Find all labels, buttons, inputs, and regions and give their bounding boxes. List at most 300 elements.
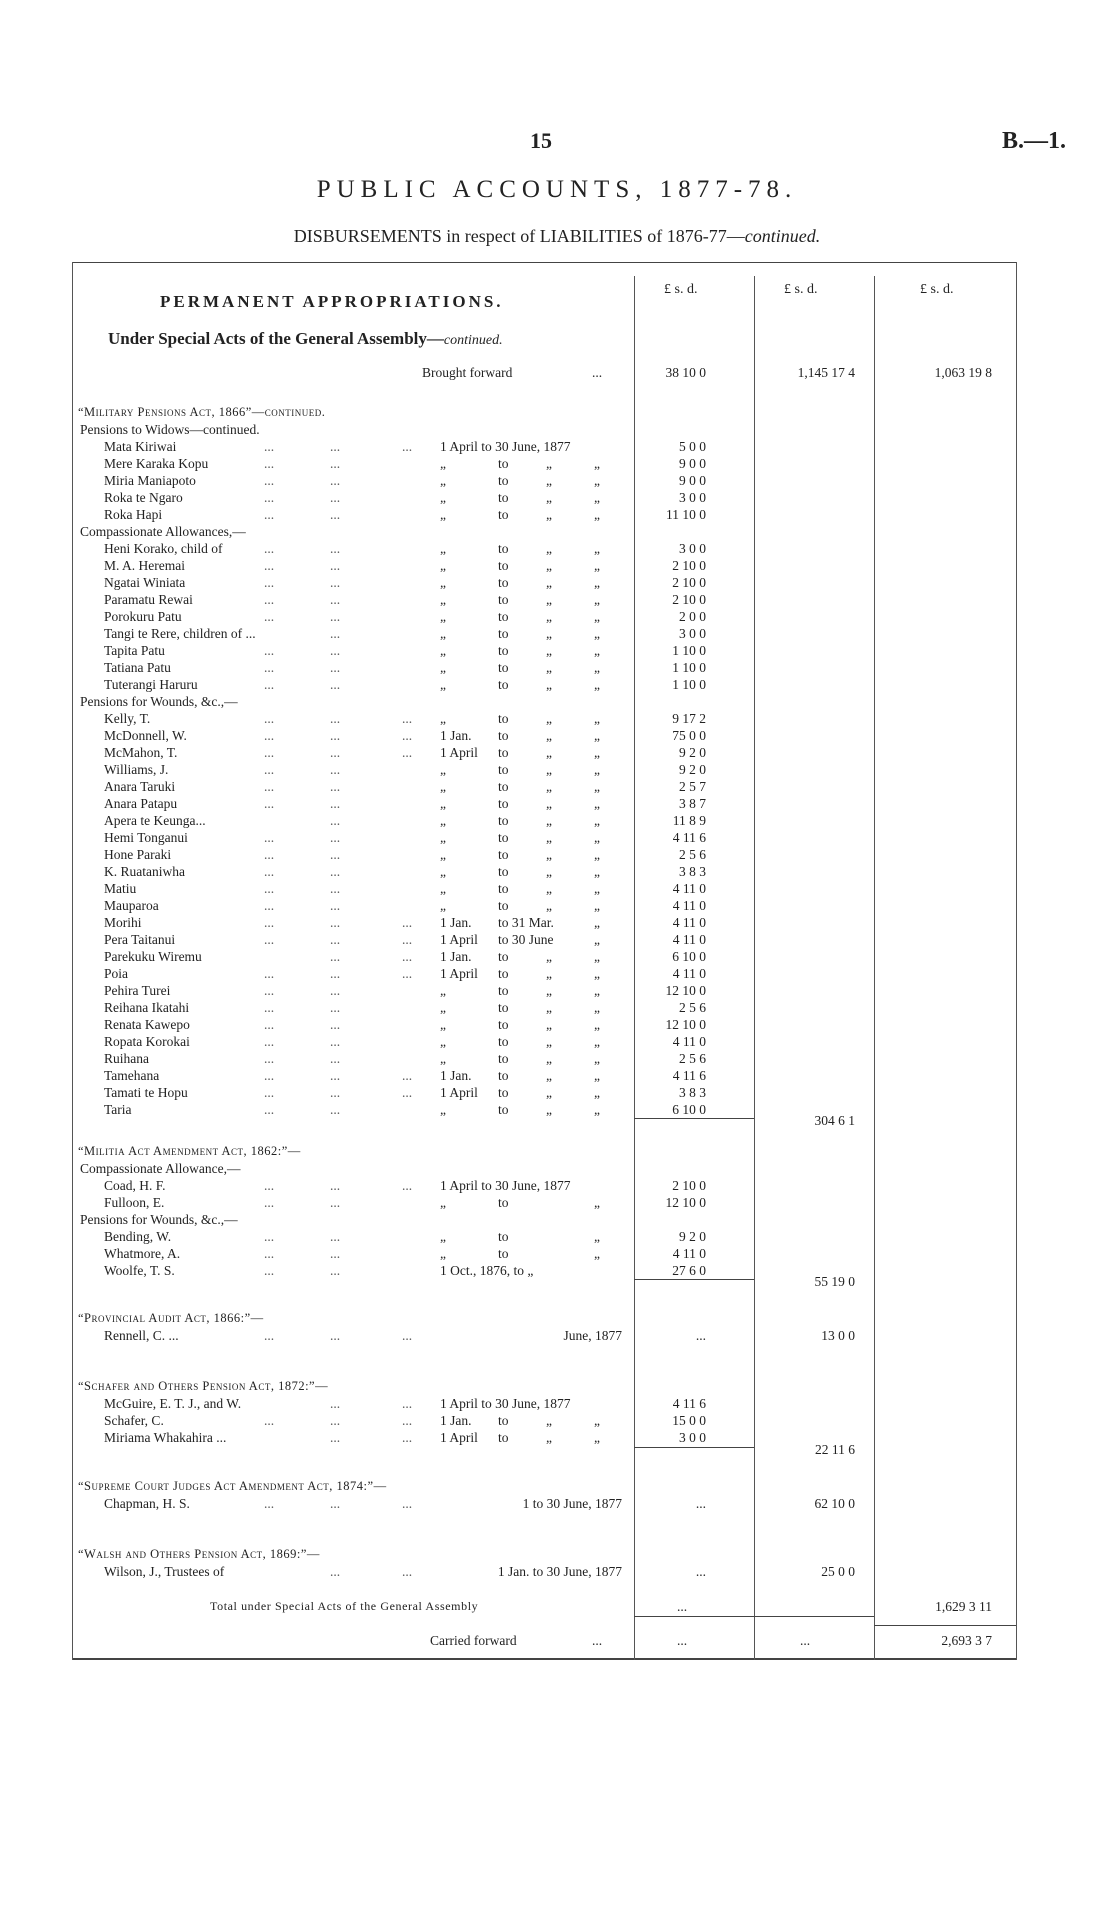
leader-dots: ... xyxy=(330,660,341,675)
pensioner-name: Bending, W. xyxy=(104,1229,172,1244)
leader-dots: ... xyxy=(264,1413,275,1428)
pensioner-name: Tuterangi Haruru xyxy=(104,677,198,692)
leader-dots: ... xyxy=(330,1430,341,1445)
act-heading-row xyxy=(0,1378,1114,1395)
amount: 6 10 0 xyxy=(672,949,706,964)
pension-row xyxy=(0,608,1114,625)
brought-forward-label: Brought forward xyxy=(422,365,513,380)
column-header-3: £ s. d. xyxy=(920,282,954,297)
period-start: „ xyxy=(440,1195,446,1210)
pension-row xyxy=(0,948,1114,965)
total-row xyxy=(0,1598,1114,1615)
amount: 11 8 9 xyxy=(672,813,706,828)
leader-dots: ... xyxy=(330,1102,341,1117)
leader-dots: ... xyxy=(264,1085,275,1100)
ditto-mark: „ xyxy=(594,966,600,981)
period-start: „ xyxy=(440,541,446,556)
leader-dots: ... xyxy=(330,439,341,454)
ditto-mark: „ xyxy=(546,779,552,794)
amount: 2 5 6 xyxy=(679,847,706,862)
ditto-mark: „ xyxy=(594,456,600,471)
pension-row xyxy=(0,846,1114,863)
pension-row xyxy=(0,642,1114,659)
leader-dots: ... xyxy=(330,1413,341,1428)
act-heading-row xyxy=(0,404,1114,421)
period-start: „ xyxy=(440,762,446,777)
leader-dots: ... xyxy=(330,915,341,930)
leader-dots: ... xyxy=(330,592,341,607)
period-end: to xyxy=(498,813,509,828)
ditto-mark: „ xyxy=(594,1430,600,1445)
amount: 12 10 0 xyxy=(665,1195,706,1210)
ditto-mark: „ xyxy=(594,864,600,879)
pension-row xyxy=(0,812,1114,829)
pension-row xyxy=(0,676,1114,693)
pensioner-name: K. Ruataniwha xyxy=(104,864,185,879)
ditto-mark: „ xyxy=(594,1085,600,1100)
amount: 4 11 6 xyxy=(672,1068,706,1083)
pension-row xyxy=(0,625,1114,642)
period-end: to xyxy=(498,983,509,998)
leader-dots: ... xyxy=(330,1000,341,1015)
period-end: to xyxy=(498,558,509,573)
ditto-mark: „ xyxy=(546,711,552,726)
period-end: to xyxy=(498,779,509,794)
ditto-mark: „ xyxy=(594,847,600,862)
leader-dots: ... xyxy=(330,1085,341,1100)
leader-dots: ... xyxy=(330,1068,341,1083)
pensioner-name: Porokuru Patu xyxy=(104,609,182,624)
period-end: to xyxy=(498,949,509,964)
period-start: „ xyxy=(440,643,446,658)
category-heading: Pensions for Wounds, &c.,— xyxy=(80,1212,238,1227)
pensioner-name: Rennell, C. ... xyxy=(104,1328,179,1343)
pension-row xyxy=(0,1495,1114,1512)
brought-forward-amount-2: 1,145 17 4 xyxy=(797,365,855,380)
leader-dots: ... xyxy=(330,1564,341,1579)
period-end: to xyxy=(498,796,509,811)
pension-row xyxy=(0,778,1114,795)
pension-row xyxy=(0,1177,1114,1194)
ditto-mark: „ xyxy=(546,558,552,573)
period-start: „ xyxy=(440,1000,446,1015)
leader-dots: ... xyxy=(330,966,341,981)
ditto-mark: „ xyxy=(546,643,552,658)
pension-row xyxy=(0,965,1114,982)
amount: 2 5 6 xyxy=(679,1051,706,1066)
pension-row xyxy=(0,1412,1114,1429)
pension-row xyxy=(0,455,1114,472)
category-heading: Pensions for Wounds, &c.,— xyxy=(80,694,238,709)
subtotal-amount: 22 11 6 xyxy=(815,1442,855,1457)
period-start: „ xyxy=(440,779,446,794)
ditto-mark: „ xyxy=(594,1017,600,1032)
ditto-mark: „ xyxy=(546,541,552,556)
ditto-mark: „ xyxy=(546,575,552,590)
payment-period: 1 Oct., 1876, to „ xyxy=(440,1263,534,1278)
carried-forward-dots: ... xyxy=(592,1633,603,1648)
leader-dots: ... xyxy=(264,779,275,794)
pensioner-name: Schafer, C. xyxy=(104,1413,164,1428)
amount: 2 5 6 xyxy=(679,1000,706,1015)
pensioner-name: Reihana Ikatahi xyxy=(104,1000,190,1015)
period-start: 1 April xyxy=(440,1430,478,1445)
leader-dots: ... xyxy=(402,1564,413,1579)
ditto-mark: „ xyxy=(546,660,552,675)
leader-dots: ... xyxy=(330,1496,341,1511)
pensioner-name: Pera Taitanui xyxy=(104,932,176,947)
subtotal-amount: 55 19 0 xyxy=(814,1274,855,1289)
brought-forward-dots: ... xyxy=(592,365,603,380)
pension-row xyxy=(0,727,1114,744)
leader-dots: ... xyxy=(264,643,275,658)
leader-dots: ... xyxy=(264,932,275,947)
period-end: to xyxy=(498,1068,509,1083)
period-end: to xyxy=(498,575,509,590)
period-start: 1 April xyxy=(440,1085,478,1100)
act-heading-row xyxy=(0,1478,1114,1495)
pension-row xyxy=(0,1067,1114,1084)
ditto-mark: „ xyxy=(594,728,600,743)
pension-row xyxy=(0,1327,1114,1344)
pension-row xyxy=(0,1194,1114,1211)
pensioner-name: Tamehana xyxy=(104,1068,160,1083)
pension-row xyxy=(0,829,1114,846)
period-end: to xyxy=(498,830,509,845)
period-start: 1 Jan. xyxy=(440,949,472,964)
period-start: „ xyxy=(440,609,446,624)
leader-dots: ... xyxy=(330,864,341,879)
period-end: to xyxy=(498,1102,509,1117)
total-rule-3 xyxy=(874,1625,1016,1626)
leader-dots: ... xyxy=(330,1396,341,1411)
period-start: „ xyxy=(440,1229,446,1244)
pension-row xyxy=(0,557,1114,574)
leader-dots: ... xyxy=(330,983,341,998)
period-start: „ xyxy=(440,830,446,845)
period-start: „ xyxy=(440,677,446,692)
pension-row xyxy=(0,472,1114,489)
period-start: „ xyxy=(440,847,446,862)
pensioner-name: Miriama Whakahira ... xyxy=(104,1430,227,1445)
amount: 6 10 0 xyxy=(672,1102,706,1117)
pensioner-name: Anara Patapu xyxy=(104,796,178,811)
pension-row xyxy=(0,506,1114,523)
pensioner-name: Anara Taruki xyxy=(104,779,176,794)
leader-dots: ... xyxy=(330,1178,341,1193)
leader-dots: ... xyxy=(264,439,275,454)
amount: 2 10 0 xyxy=(672,558,706,573)
period-end: to xyxy=(498,456,509,471)
amount: ... xyxy=(695,1564,706,1579)
pension-row xyxy=(0,863,1114,880)
period-end: to xyxy=(498,1085,509,1100)
leader-dots: ... xyxy=(264,1000,275,1015)
act-heading-row xyxy=(0,1546,1114,1563)
amount: 4 11 0 xyxy=(672,898,706,913)
leader-dots: ... xyxy=(264,1229,275,1244)
leader-dots: ... xyxy=(330,1017,341,1032)
leader-dots: ... xyxy=(402,1396,413,1411)
leader-dots: ... xyxy=(264,1496,275,1511)
pensioner-name: Williams, J. xyxy=(104,762,169,777)
leader-dots: ... xyxy=(330,490,341,505)
period-start: 1 April xyxy=(440,932,478,947)
leader-dots: ... xyxy=(330,847,341,862)
ditto-mark: „ xyxy=(594,592,600,607)
amount: 2 0 0 xyxy=(679,609,706,624)
payment-period: June, 1877 xyxy=(563,1328,622,1343)
period-end: to xyxy=(498,626,509,641)
pensioner-name: Tapita Patu xyxy=(104,643,165,658)
ditto-mark: „ xyxy=(546,1017,552,1032)
amount: 1 10 0 xyxy=(672,643,706,658)
amount: 9 2 0 xyxy=(679,762,706,777)
period-end: to xyxy=(498,881,509,896)
leader-dots: ... xyxy=(264,677,275,692)
ditto-mark: „ xyxy=(546,1068,552,1083)
pension-row xyxy=(0,1016,1114,1033)
ditto-mark: „ xyxy=(594,1413,600,1428)
leader-dots: ... xyxy=(264,745,275,760)
pension-row xyxy=(0,540,1114,557)
period-end: to xyxy=(498,966,509,981)
total-rule-2 xyxy=(754,1616,874,1617)
leader-dots: ... xyxy=(402,1328,413,1343)
subtitle-continued: continued. xyxy=(744,226,821,246)
leader-dots: ... xyxy=(264,541,275,556)
leader-dots: ... xyxy=(264,1102,275,1117)
period-end: to xyxy=(498,1246,509,1261)
amount: 5 0 0 xyxy=(679,439,706,454)
pensioner-name: M. A. Heremai xyxy=(104,558,185,573)
ditto-mark: „ xyxy=(594,881,600,896)
leader-dots: ... xyxy=(330,762,341,777)
ditto-mark: „ xyxy=(594,711,600,726)
pensioner-name: Apera te Keunga... xyxy=(104,813,206,828)
period-start: „ xyxy=(440,473,446,488)
amount: 11 10 0 xyxy=(666,507,706,522)
leader-dots: ... xyxy=(330,1195,341,1210)
leader-dots: ... xyxy=(264,898,275,913)
ditto-mark: „ xyxy=(594,745,600,760)
amount: 2 10 0 xyxy=(672,1178,706,1193)
ditto-mark: „ xyxy=(594,779,600,794)
leader-dots: ... xyxy=(402,711,413,726)
leader-dots: ... xyxy=(402,1068,413,1083)
period-end: to xyxy=(498,592,509,607)
period-start: „ xyxy=(440,1034,446,1049)
leader-dots: ... xyxy=(264,830,275,845)
ditto-mark: „ xyxy=(546,847,552,862)
pensioner-name: Matiu xyxy=(104,881,137,896)
pension-row xyxy=(0,880,1114,897)
period-end: to xyxy=(498,1413,509,1428)
period-start: „ xyxy=(440,592,446,607)
ditto-mark: „ xyxy=(594,898,600,913)
leader-dots: ... xyxy=(402,1430,413,1445)
subtotal-amount: 304 6 1 xyxy=(814,1113,855,1128)
group-amount: 13 0 0 xyxy=(821,1328,855,1343)
leader-dots: ... xyxy=(264,1068,275,1083)
leader-dots: ... xyxy=(264,558,275,573)
pension-row xyxy=(0,1228,1114,1245)
pension-row xyxy=(0,1245,1114,1262)
ditto-mark: „ xyxy=(594,1102,600,1117)
subtotal-row xyxy=(0,1441,1114,1458)
ditto-mark: „ xyxy=(546,949,552,964)
amount: 4 11 0 xyxy=(672,1246,706,1261)
amount: 12 10 0 xyxy=(665,1017,706,1032)
pensioner-name: Paramatu Rewai xyxy=(104,592,193,607)
leader-dots: ... xyxy=(330,728,341,743)
ditto-mark: „ xyxy=(594,1246,600,1261)
pensioner-name: Hemi Tonganui xyxy=(104,830,188,845)
pensioner-name: Tatiana Patu xyxy=(104,660,171,675)
period-start: „ xyxy=(440,881,446,896)
category-heading: Compassionate Allowances,— xyxy=(80,524,246,539)
period-start: „ xyxy=(440,796,446,811)
period-start: 1 Jan. xyxy=(440,1068,472,1083)
amount: 1 10 0 xyxy=(672,677,706,692)
amount: 2 10 0 xyxy=(672,592,706,607)
act-heading: “Walsh and Others Pension Act, 1869:”— xyxy=(78,1547,320,1561)
pensioner-name: Coad, H. F. xyxy=(104,1178,166,1193)
leader-dots: ... xyxy=(264,915,275,930)
page-title: PUBLIC ACCOUNTS, 1877-78. xyxy=(316,176,798,203)
pensioner-name: McGuire, E. T. J., and W. xyxy=(104,1396,242,1411)
leader-dots: ... xyxy=(264,1017,275,1032)
pensioner-name: Fulloon, E. xyxy=(104,1195,165,1210)
leader-dots: ... xyxy=(330,1229,341,1244)
ditto-mark: „ xyxy=(546,1051,552,1066)
pension-row xyxy=(0,795,1114,812)
ditto-mark: „ xyxy=(546,1034,552,1049)
leader-dots: ... xyxy=(330,558,341,573)
carried-forward-row xyxy=(0,1632,1114,1649)
subtotal-row xyxy=(0,1112,1114,1129)
pensioner-name: Roka Hapi xyxy=(104,507,163,522)
amount: ... xyxy=(695,1328,706,1343)
amount: 3 0 0 xyxy=(679,626,706,641)
pension-row xyxy=(0,931,1114,948)
ditto-mark: „ xyxy=(546,626,552,641)
ditto-mark: „ xyxy=(594,1229,600,1244)
pension-row xyxy=(0,659,1114,676)
leader-dots: ... xyxy=(402,932,413,947)
ditto-mark: „ xyxy=(546,592,552,607)
page-number: 15 xyxy=(530,128,552,153)
leader-dots: ... xyxy=(402,745,413,760)
leader-dots: ... xyxy=(264,1263,275,1278)
period-start: 1 Jan. xyxy=(440,915,472,930)
pensioner-name: Kelly, T. xyxy=(104,711,151,726)
payment-period: 1 April to 30 June, 1877 xyxy=(440,1178,571,1193)
carried-forward-label: Carried forward xyxy=(430,1633,517,1648)
leader-dots: ... xyxy=(330,711,341,726)
amount: 15 0 0 xyxy=(672,1413,706,1428)
pension-row xyxy=(0,1033,1114,1050)
pension-row xyxy=(0,1084,1114,1101)
group-amount: 62 10 0 xyxy=(814,1496,855,1511)
amount: 4 11 6 xyxy=(672,1396,706,1411)
ditto-mark: „ xyxy=(594,830,600,845)
period-start: „ xyxy=(440,898,446,913)
pensioner-name: Poia xyxy=(104,966,129,981)
pensioner-name: Heni Korako, child of xyxy=(104,541,223,556)
category-row xyxy=(0,1160,1114,1177)
leader-dots: ... xyxy=(264,796,275,811)
leader-dots: ... xyxy=(264,473,275,488)
ditto-mark: „ xyxy=(546,609,552,624)
period-start: „ xyxy=(440,983,446,998)
leader-dots: ... xyxy=(330,643,341,658)
leader-dots: ... xyxy=(330,1263,341,1278)
payment-period: 1 to 30 June, 1877 xyxy=(522,1496,622,1511)
category-row xyxy=(0,523,1114,540)
leader-dots: ... xyxy=(402,1178,413,1193)
period-end: to xyxy=(498,847,509,862)
act-heading: “Schafer and Others Pension Act, 1872:”— xyxy=(78,1379,329,1393)
ditto-mark: „ xyxy=(546,1000,552,1015)
leader-dots: ... xyxy=(330,473,341,488)
amount: 4 11 0 xyxy=(672,932,706,947)
leader-dots: ... xyxy=(264,966,275,981)
ditto-mark: „ xyxy=(594,932,600,947)
amount: 3 8 3 xyxy=(679,864,706,879)
ditto-mark: „ xyxy=(546,507,552,522)
leader-dots: ... xyxy=(264,660,275,675)
category-heading: Pensions to Widows—continued. xyxy=(80,422,260,437)
ditto-mark: „ xyxy=(546,796,552,811)
leader-dots: ... xyxy=(330,609,341,624)
pensioner-name: Morihi xyxy=(104,915,142,930)
pension-row xyxy=(0,897,1114,914)
leader-dots: ... xyxy=(402,966,413,981)
pensioner-name: Wilson, J., Trustees of xyxy=(104,1564,225,1579)
period-end: to xyxy=(498,490,509,505)
period-start: 1 April xyxy=(440,966,478,981)
subtotal-rule xyxy=(634,1447,754,1448)
leader-dots: ... xyxy=(330,1034,341,1049)
pension-row xyxy=(0,744,1114,761)
ditto-mark: „ xyxy=(546,677,552,692)
ditto-mark: „ xyxy=(546,1430,552,1445)
ditto-mark: „ xyxy=(594,490,600,505)
brought-forward-row xyxy=(0,364,1114,381)
period-end: to xyxy=(498,762,509,777)
ditto-mark: „ xyxy=(594,507,600,522)
period-end: to xyxy=(498,1430,509,1445)
period-end: to 30 June xyxy=(498,932,554,947)
period-end: to xyxy=(498,660,509,675)
payment-period: 1 Jan. to 30 June, 1877 xyxy=(497,1564,622,1579)
pension-row xyxy=(0,574,1114,591)
ditto-mark: „ xyxy=(594,796,600,811)
ditto-mark: „ xyxy=(546,813,552,828)
amount: 4 11 0 xyxy=(672,1034,706,1049)
leader-dots: ... xyxy=(264,881,275,896)
ditto-mark: „ xyxy=(594,660,600,675)
ditto-mark: „ xyxy=(546,728,552,743)
payment-period: 1 April to 30 June, 1877 xyxy=(440,1396,571,1411)
leader-dots: ... xyxy=(330,1051,341,1066)
subtotal-row xyxy=(0,1273,1114,1290)
carried-forward-amount-3: 2,693 3 7 xyxy=(941,1633,992,1648)
category-row xyxy=(0,421,1114,438)
period-start: „ xyxy=(440,813,446,828)
ditto-mark: „ xyxy=(594,762,600,777)
